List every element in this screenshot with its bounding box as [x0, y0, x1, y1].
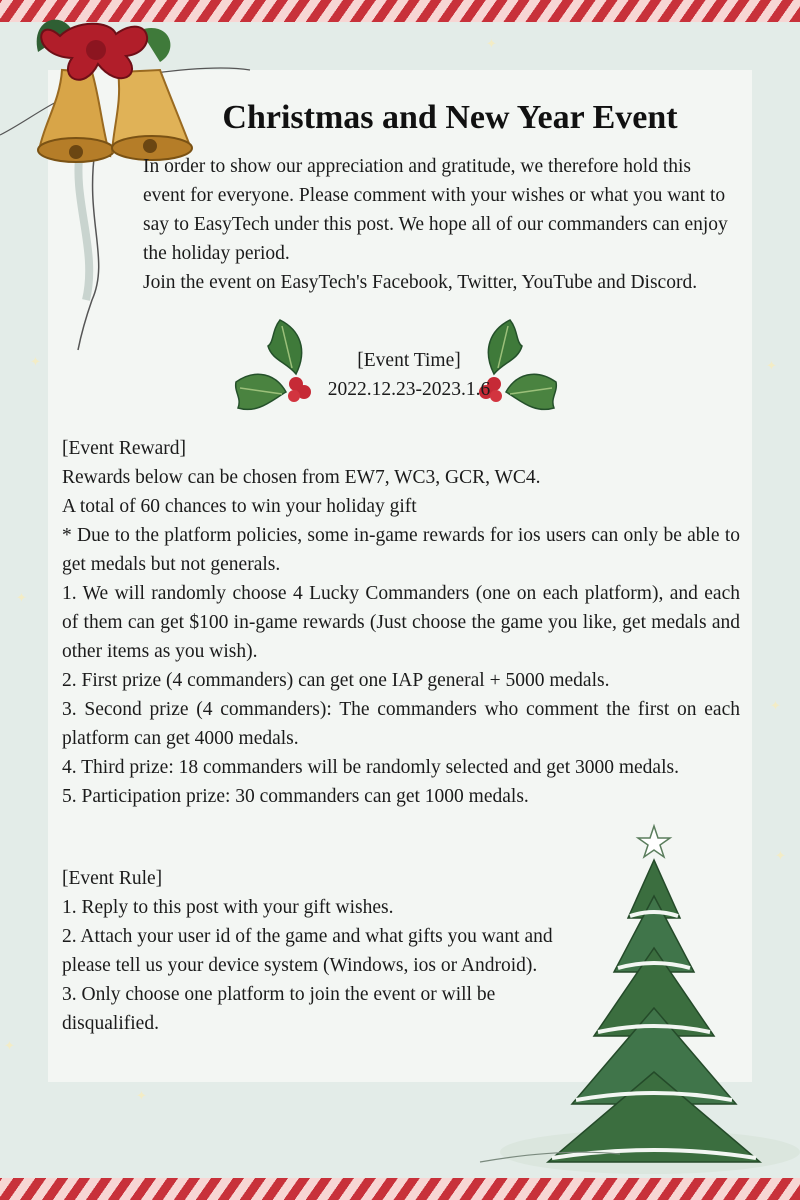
sparkle-icon: ✦: [136, 1089, 147, 1104]
reward-heading: [Event Reward]: [62, 438, 186, 459]
event-time: [296, 346, 522, 404]
intro-paragraph: In order to show our appreciation and gratitude, we therefore hold this event for everyone. Please comment with your wishes or what you want to say to EasyTech under this post. We hope all of our commanders can enjoy the holiday period.: [143, 156, 728, 264]
sparkle-icon: ✦: [770, 699, 781, 714]
intro-text: [143, 152, 733, 297]
reward-line: 3. Second prize (4 commanders): The commanders who comment the first on each platform can get 4000 medals.: [62, 699, 740, 749]
sparkle-icon: ✦: [486, 37, 497, 52]
reward-line: Rewards below can be chosen from EW7, WC3, GCR, WC4.: [62, 467, 541, 488]
sparkle-icon: ✦: [16, 591, 27, 606]
sparkle-icon: ✦: [30, 355, 41, 370]
rule-line: 3. Only choose one platform to join the event or will be disqualified.: [62, 984, 496, 1034]
event-time-label: [Event Time]: [357, 350, 461, 371]
reward-line: * Due to the platform policies, some in-game rewards for ios users can only be able to get medals but not generals.: [62, 525, 740, 575]
reward-line: 2. First prize (4 commanders) can get one IAP general + 5000 medals.: [62, 670, 610, 691]
intro-paragraph: Join the event on EasyTech's Facebook, Twitter, YouTube and Discord.: [143, 272, 698, 293]
sparkle-icon: ✦: [775, 849, 786, 864]
rule-line: 2. Attach your user id of the game and what gifts you want and please tell us your device system (Windows, ios or Android).: [62, 926, 553, 976]
reward-line: A total of 60 chances to win your holiday gift: [62, 496, 417, 517]
sparkle-icon: ✦: [766, 359, 777, 374]
reward-line: 5. Participation prize: 30 commanders can get 1000 medals.: [62, 786, 529, 807]
rule-line: 1. Reply to this post with your gift wishes.: [62, 897, 394, 918]
sparkle-icon: ✦: [4, 1039, 15, 1054]
christmas-tree-icon: [480, 822, 780, 1182]
event-time-value: 2022.12.23-2023.1.6: [327, 379, 491, 400]
page-title: Christmas and New Year Event: [222, 99, 678, 136]
rule-heading: [Event Rule]: [62, 868, 163, 889]
reward-line: 1. We will randomly choose 4 Lucky Commanders (one on each platform), and each of them can get $100 in-game rewards (Just choose the game you like, get medals and other items as you wish).: [62, 583, 740, 662]
reward-section: [62, 434, 740, 811]
reward-line: 4. Third prize: 18 commanders will be randomly selected and get 3000 medals.: [62, 757, 679, 778]
